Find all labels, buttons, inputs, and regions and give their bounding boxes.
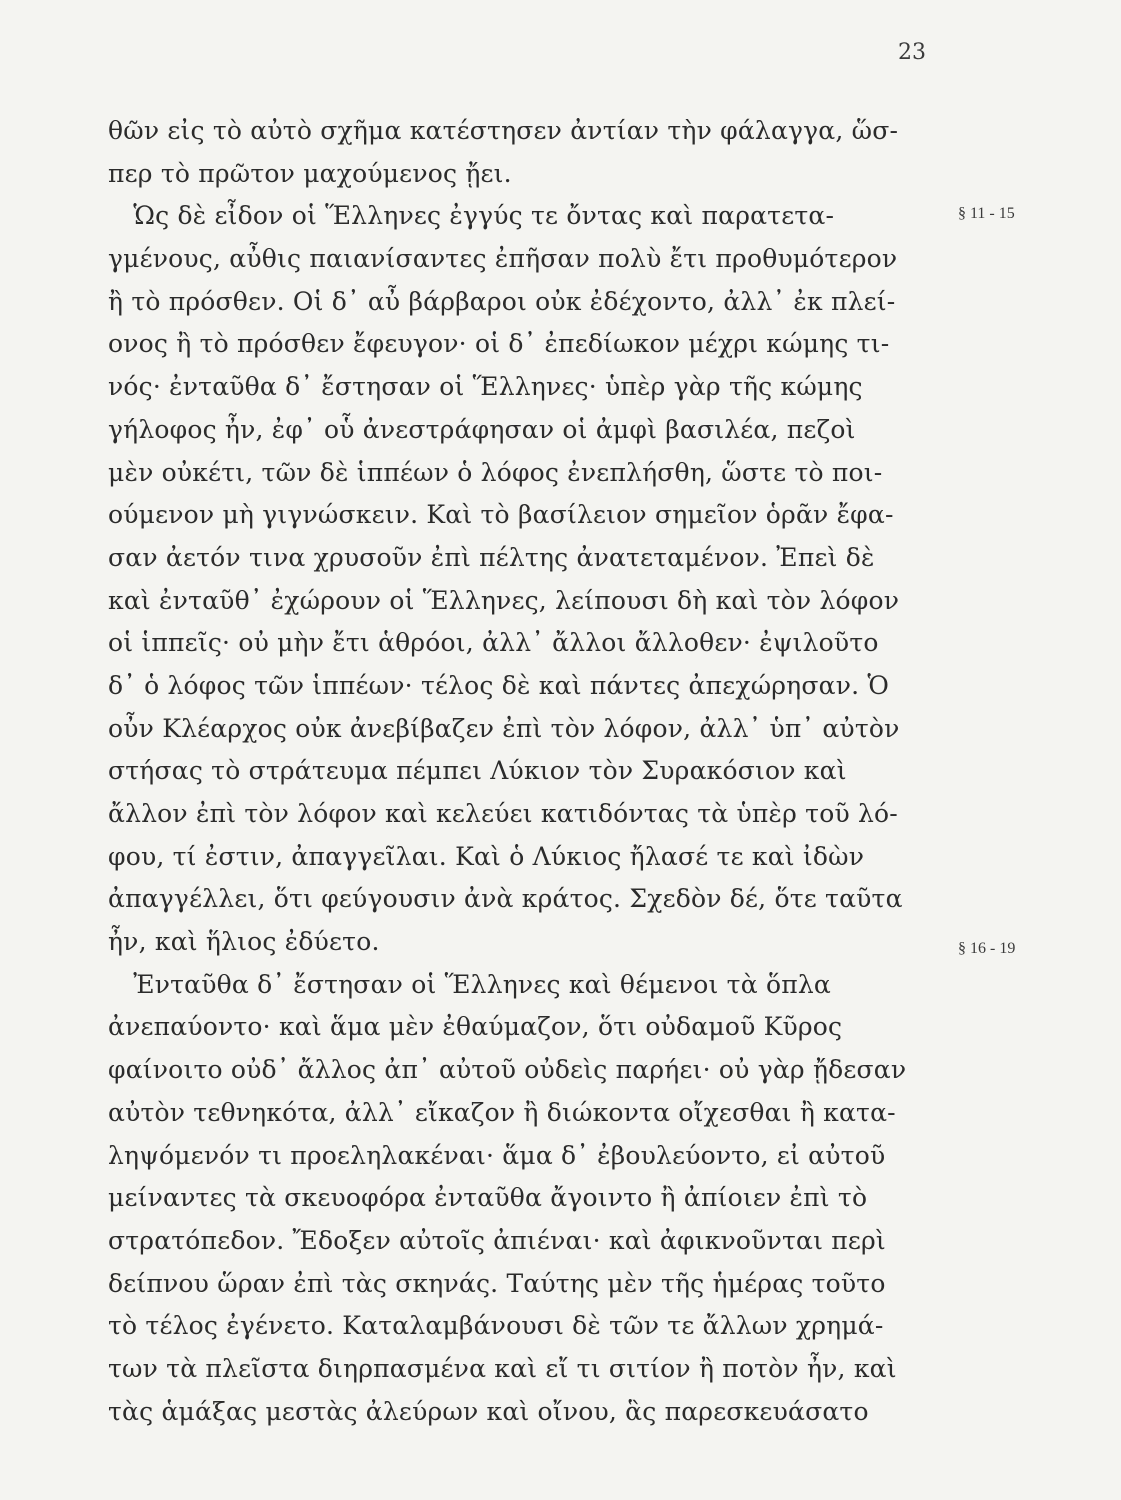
text-line: τὸ τέλος ἐγένετο. Καταλαμβάνουσι δὲ τῶν τε ἄλλων χρημά- bbox=[108, 1311, 884, 1341]
text-line: μείναντες τὰ σκευοφόρα ἐνταῦθα ἄγοιντο ἢ ἀπίοιεν ἐπὶ τὸ bbox=[108, 1183, 868, 1213]
page-number: 23 bbox=[898, 40, 926, 65]
text-line: φαίνοιτο οὐδ᾽ ἄλλος ἀπ᾽ αὐτοῦ οὐδεὶς παρήει· οὐ γὰρ ᾔδεσαν bbox=[108, 1055, 907, 1085]
text-line: ληψόμενόν τι προεληλακέναι· ἅμα δ᾽ ἐβουλεύοντο, εἰ αὐτοῦ bbox=[108, 1140, 886, 1170]
text-line: οὖν Κλέαρχος οὐκ ἀνεβίβαζεν ἐπὶ τὸν λόφον, ἀλλ᾽ ὑπ᾽ αὐτὸν bbox=[108, 713, 900, 743]
text-line: νός· ἐνταῦθα δ᾽ ἔστησαν οἱ Ἕλληνες· ὑπὲρ γὰρ τῆς κώμης bbox=[108, 372, 863, 402]
text-line: τὰς ἁμάξας μεστὰς ἀλεύρων καὶ οἴνου, ἃς παρεσκευάσατο bbox=[108, 1396, 869, 1426]
text-line: ἦν, καὶ ἥλιος ἐδύετο. bbox=[108, 927, 380, 957]
text-line: ούμενον μὴ γιγνώσκειν. Καὶ τὸ βασίλειον σημεῖον ὁρᾶν ἔφα- bbox=[108, 500, 894, 530]
text-line: καὶ ἐνταῦθ᾽ ἐχώρουν οἱ Ἕλληνες, λείπουσι δὴ καὶ τὸν λόφον bbox=[108, 585, 900, 615]
text-line: ἀπαγγέλλει, ὅτι φεύγουσιν ἀνὰ κράτος. Σχεδὸν δέ, ὅτε ταῦτα bbox=[108, 884, 903, 914]
text-line: ονος ἢ τὸ πρόσθεν ἔφευγον· οἱ δ᾽ ἐπεδίωκον μέχρι κώμης τι- bbox=[108, 329, 890, 359]
text-line: ἢ τὸ πρόσθεν. Οἱ δ᾽ αὖ βάρβαροι οὐκ ἐδέχοντο, ἀλλ᾽ ἐκ πλεί- bbox=[108, 286, 896, 316]
text-line: δείπνου ὥραν ἐπὶ τὰς σκηνάς. Ταύτης μὲν τῆς ἡμέρας τοῦτο bbox=[108, 1268, 886, 1298]
text-line: περ τὸ πρῶτον μαχούμενος ᾔει. bbox=[108, 158, 512, 188]
text-line: αὐτὸν τεθνηκότα, ἀλλ᾽ εἴκαζον ἢ διώκοντα οἴχεσθαι ἢ κατα- bbox=[108, 1097, 896, 1127]
text-line: θῶν εἰς τὸ αὐτὸ σχῆμα κατέστησεν ἀντίαν τὴν φάλαγγα, ὥσ- bbox=[108, 116, 899, 145]
text-line: γμένους, αὖθις παιανίσαντες ἐπῆσαν πολὺ ἔτι προθυμότερον bbox=[108, 244, 898, 274]
text-line: φου, τί ἐστιν, ἀπαγγεῖλαι. Καὶ ὁ Λύκιος ἤλασέ τε καὶ ἰδὼν bbox=[108, 841, 865, 871]
text-line: των τὰ πλεῖστα διηρπασμένα καὶ εἴ τι σιτίον ἢ ποτὸν ἦν, καὶ bbox=[108, 1353, 897, 1383]
text-line: ἄλλον ἐπὶ τὸν λόφον καὶ κελεύει κατιδόντας τὰ ὑπὲρ τοῦ λό- bbox=[108, 799, 898, 828]
text-line: οἱ ἱππεῖς· οὐ μὴν ἔτι ἁθρόοι, ἀλλ᾽ ἄλλοι ἄλλοθεν· ἐψιλοῦτο bbox=[108, 628, 879, 658]
body-text bbox=[108, 110, 938, 1433]
text-line: στήσας τὸ στράτευμα πέμπει Λύκιον τὸν Συρακόσιον καὶ bbox=[108, 756, 847, 786]
text-line: γήλοφος ἦν, ἐφ᾽ οὗ ἀνεστράφησαν οἱ ἀμφὶ βασιλέα, πεζοὶ bbox=[108, 414, 856, 444]
margin-section-note: § 16 - 19 bbox=[958, 940, 1016, 957]
text-line: μὲν οὐκέτι, τῶν δὲ ἱππέων ὁ λόφος ἐνεπλήσθη, ὥστε τὸ ποι- bbox=[108, 457, 883, 487]
text-line: ἀνεπαύοντο· καὶ ἅμα μὲν ἐθαύμαζον, ὅτι οὐδαμοῦ Κῦρος bbox=[108, 1012, 843, 1042]
margin-section-note: § 11 - 15 bbox=[958, 205, 1015, 222]
text-line: στρατόπεδον. Ἔδοξεν αὐτοῖς ἀπιέναι· καὶ ἀφικνοῦνται περὶ bbox=[108, 1225, 886, 1255]
text-line: δ᾽ ὁ λόφος τῶν ἱππέων· τέλος δὲ καὶ πάντες ἀπεχώρησαν. Ὁ bbox=[108, 670, 890, 700]
text-line: Ὡς δὲ εἶδον οἱ Ἕλληνες ἐγγύς τε ὄντας καὶ παρατετα- bbox=[108, 201, 835, 231]
text-line: Ἐνταῦθα δ᾽ ἔστησαν οἱ Ἕλληνες καὶ θέμενοι τὰ ὅπλα bbox=[108, 969, 831, 999]
text-line: σαν ἀετόν τινα χρυσοῦν ἐπὶ πέλτης ἀνατεταμένον. Ἐπεὶ δὲ bbox=[108, 542, 875, 572]
